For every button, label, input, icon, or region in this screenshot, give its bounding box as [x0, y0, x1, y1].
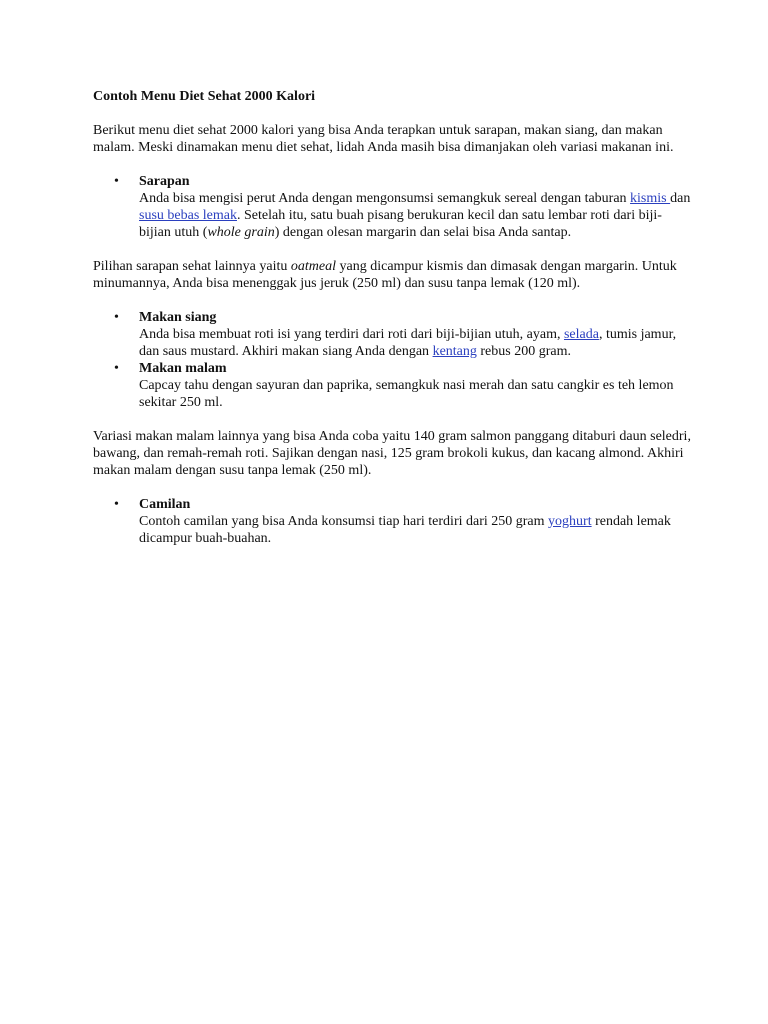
intro-paragraph: Berikut menu diet sehat 2000 kalori yang bisa Anda terapkan untuk sarapan, makan siang, dan makan malam. Meski dinamakan menu diet sehat, lidah Anda masih bisa dimanjakan oleh variasi makanan ini. [93, 123, 674, 155]
list-item-camilan [93, 496, 693, 547]
italic-text: whole grain [207, 225, 275, 240]
text-run: dan [670, 191, 691, 206]
list-item-makan-siang [93, 309, 693, 360]
document-page [93, 88, 693, 564]
text-run: ) dengan olesan margarin dan selai bisa Anda santap. [274, 225, 572, 240]
link-yoghurt[interactable]: yoghurt [548, 514, 592, 529]
link-susu-bebas-lemak[interactable]: susu bebas lemak [139, 208, 237, 223]
breakfast-list [93, 173, 693, 241]
text-run: Pilihan sarapan sehat lainnya yaitu [93, 259, 291, 274]
link-kentang[interactable]: kentang [432, 344, 477, 359]
text-run: , tumis jamur, dan saus mustard. Akhiri makan siang Anda dengan [139, 327, 677, 359]
text-run: yang dicampur kismis dan dimasak dengan margarin. Untuk minumannya, Anda bisa menenggak jus jeruk (250 ml) dan susu tanpa lemak (120 ml). [93, 259, 677, 291]
text-run: rebus 200 gram. [476, 344, 571, 359]
bullet-icon: • [114, 174, 119, 189]
item-heading-makan-malam: Makan malam [139, 361, 227, 376]
text-run: Anda bisa mengisi perut Anda dengan mengonsumsi semangkuk sereal dengan taburan [139, 191, 631, 206]
item-body-sarapan [139, 190, 693, 241]
bullet-icon: • [114, 497, 119, 512]
link-selada[interactable]: selada [563, 327, 599, 342]
list-item-sarapan [93, 173, 693, 241]
dinner-alt-paragraph: Variasi makan malam lainnya yang bisa Anda coba yaitu 140 gram salmon panggang ditaburi daun seledri, bawang, dan remah-remah roti. Sajikan dengan nasi, 125 gram brokoli kukus, dan kacang almond. Akhiri makan malam dengan susu tanpa lemak (250 ml). [93, 429, 691, 478]
item-body-camilan [139, 513, 693, 547]
text-run: Contoh camilan yang bisa Anda konsumsi tiap hari terdiri dari 250 gram [139, 514, 549, 529]
text-run: rendah lemak dicampur buah-buahan. [139, 514, 671, 546]
item-heading-camilan: Camilan [139, 497, 191, 512]
bullet-icon: • [114, 310, 119, 325]
item-heading-makan-siang: Makan siang [139, 310, 217, 325]
text-run: . Setelah itu, satu buah pisang berukuran kecil dan satu lembar roti dari biji-bijian utuh ( [139, 208, 662, 240]
text-run: Anda bisa membuat roti isi yang terdiri dari roti dari biji-bijian utuh, ayam, [139, 327, 564, 342]
snack-list [93, 496, 693, 547]
bullet-icon: • [114, 361, 119, 376]
item-body-makan-siang [139, 326, 693, 360]
document-title: Contoh Menu Diet Sehat 2000 Kalori [93, 89, 316, 104]
item-heading-sarapan: Sarapan [139, 174, 190, 189]
lunch-dinner-list [93, 309, 693, 411]
italic-text: oatmeal [290, 259, 336, 274]
list-item-makan-malam [93, 360, 693, 411]
breakfast-alt-paragraph [93, 258, 693, 292]
link-kismis[interactable]: kismis [630, 191, 671, 206]
item-body-makan-malam: Capcay tahu dengan sayuran dan paprika, semangkuk nasi merah dan satu cangkir es teh lemon sekitar 250 ml. [139, 378, 674, 410]
